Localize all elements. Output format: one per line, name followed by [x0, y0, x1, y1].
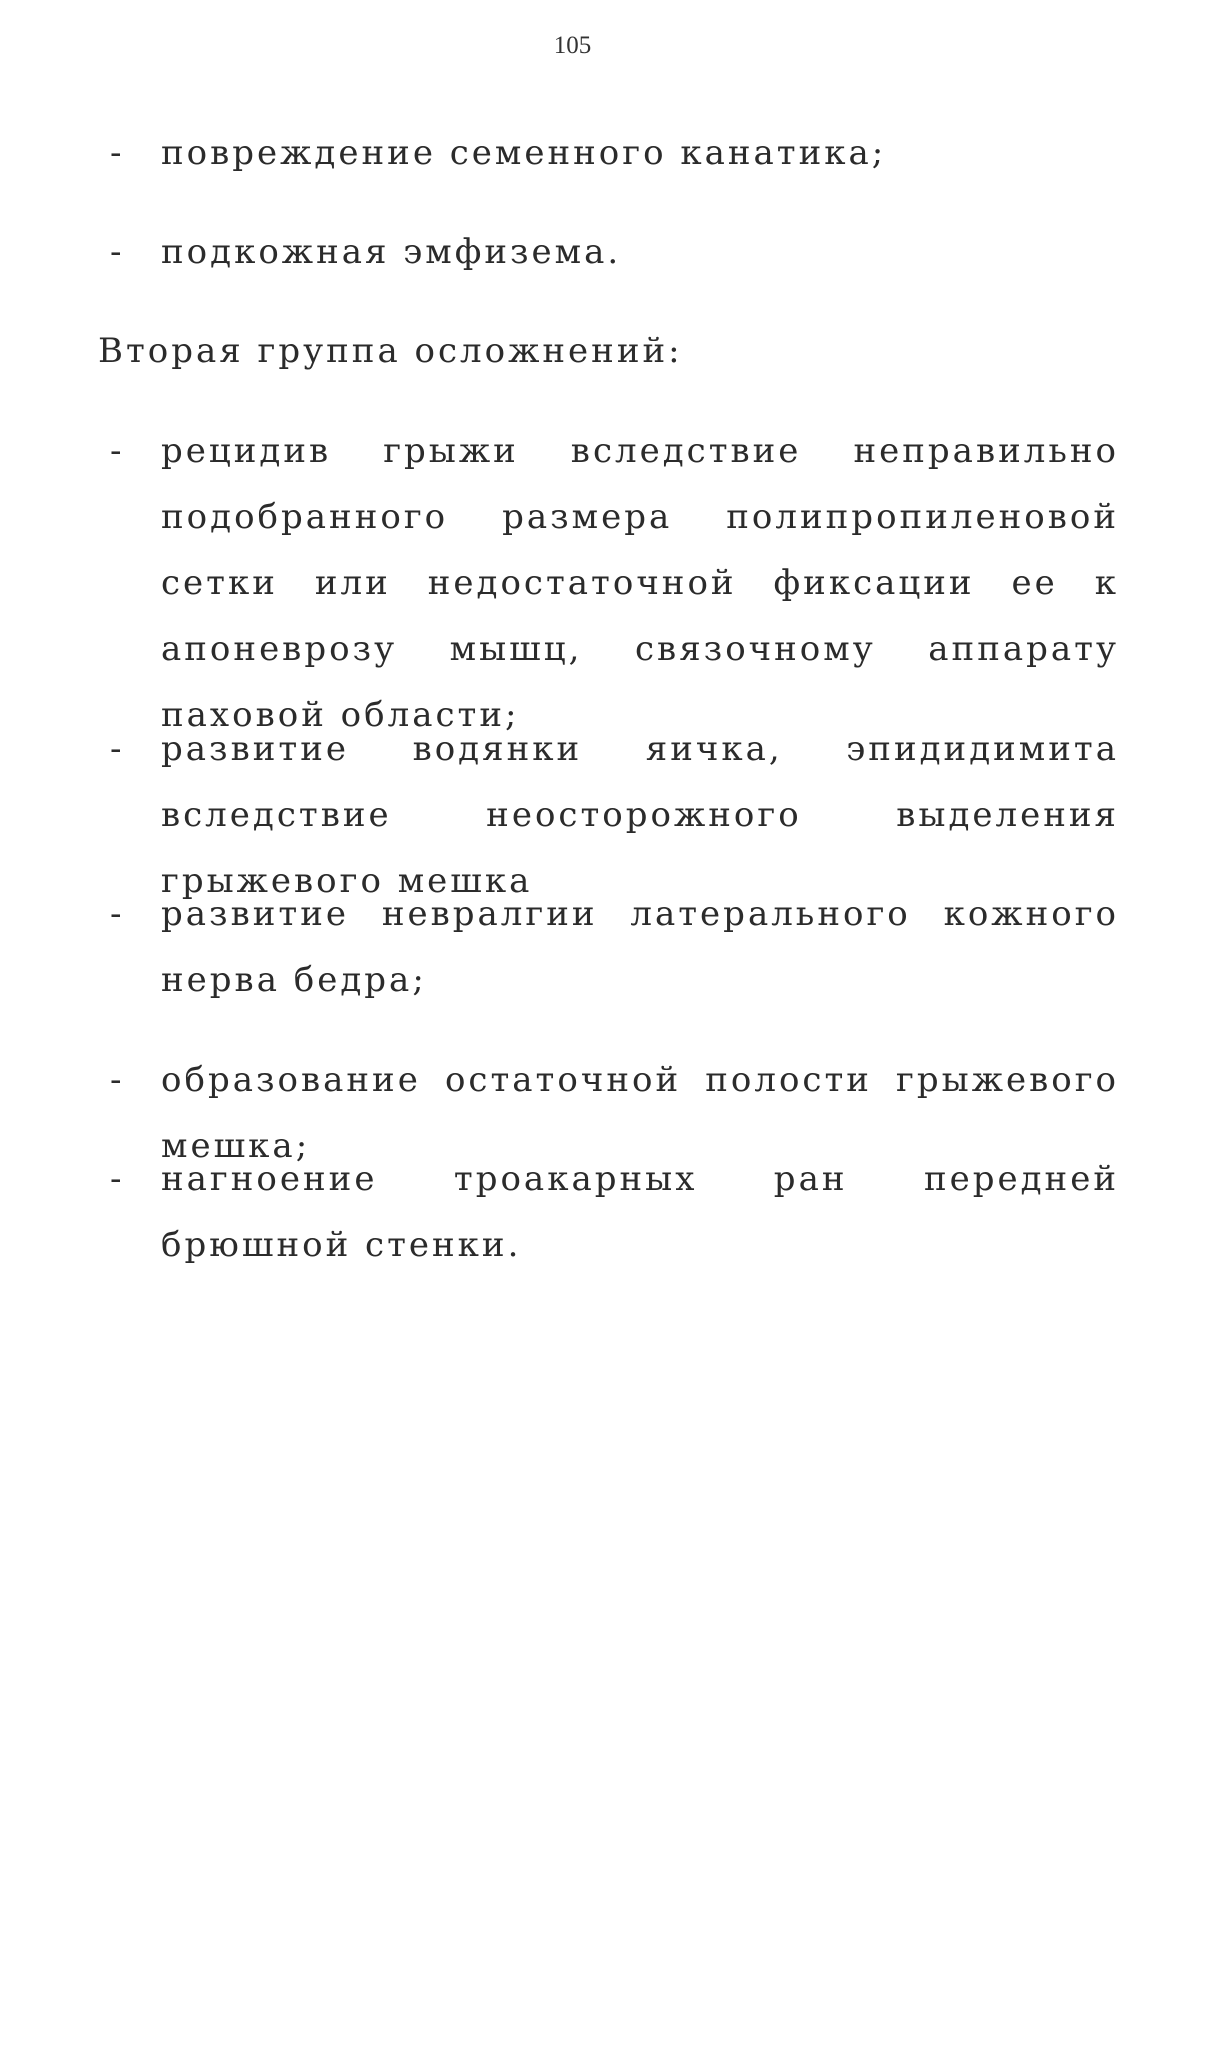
list-dash: -: [110, 133, 125, 173]
list-item-text: нагноение троакарных ран передней брюшной стенки.: [161, 1159, 1119, 1265]
list-dash: -: [110, 729, 125, 769]
list-item-text: повреждение семенного канатика;: [161, 133, 887, 173]
list-dash: -: [110, 431, 125, 471]
list-dash: -: [110, 1159, 125, 1199]
list-item-text: развитие водянки яичка, эпидидимита вследствие неосторожного выделения грыжевого мешка: [161, 729, 1119, 901]
list-item-text: развитие невралгии латерального кожного нерва бедра;: [161, 894, 1119, 1000]
list-item-text: подкожная эмфизема.: [161, 232, 622, 272]
list-item-text: рецидив грыжи вследствие неправильно подобранного размера полипропиленовой сетки или недостаточной фиксации ее к апоневрозу мышц, связочному аппарату паховой области;: [161, 431, 1119, 735]
list-dash: -: [110, 232, 125, 272]
list-dash: -: [110, 1060, 125, 1100]
list-item-text: образование остаточной полости грыжевого мешка;: [161, 1060, 1119, 1166]
section-heading: Вторая группа осложнений:: [98, 331, 683, 371]
page-number: 105: [553, 32, 592, 59]
list-dash: -: [110, 894, 125, 934]
